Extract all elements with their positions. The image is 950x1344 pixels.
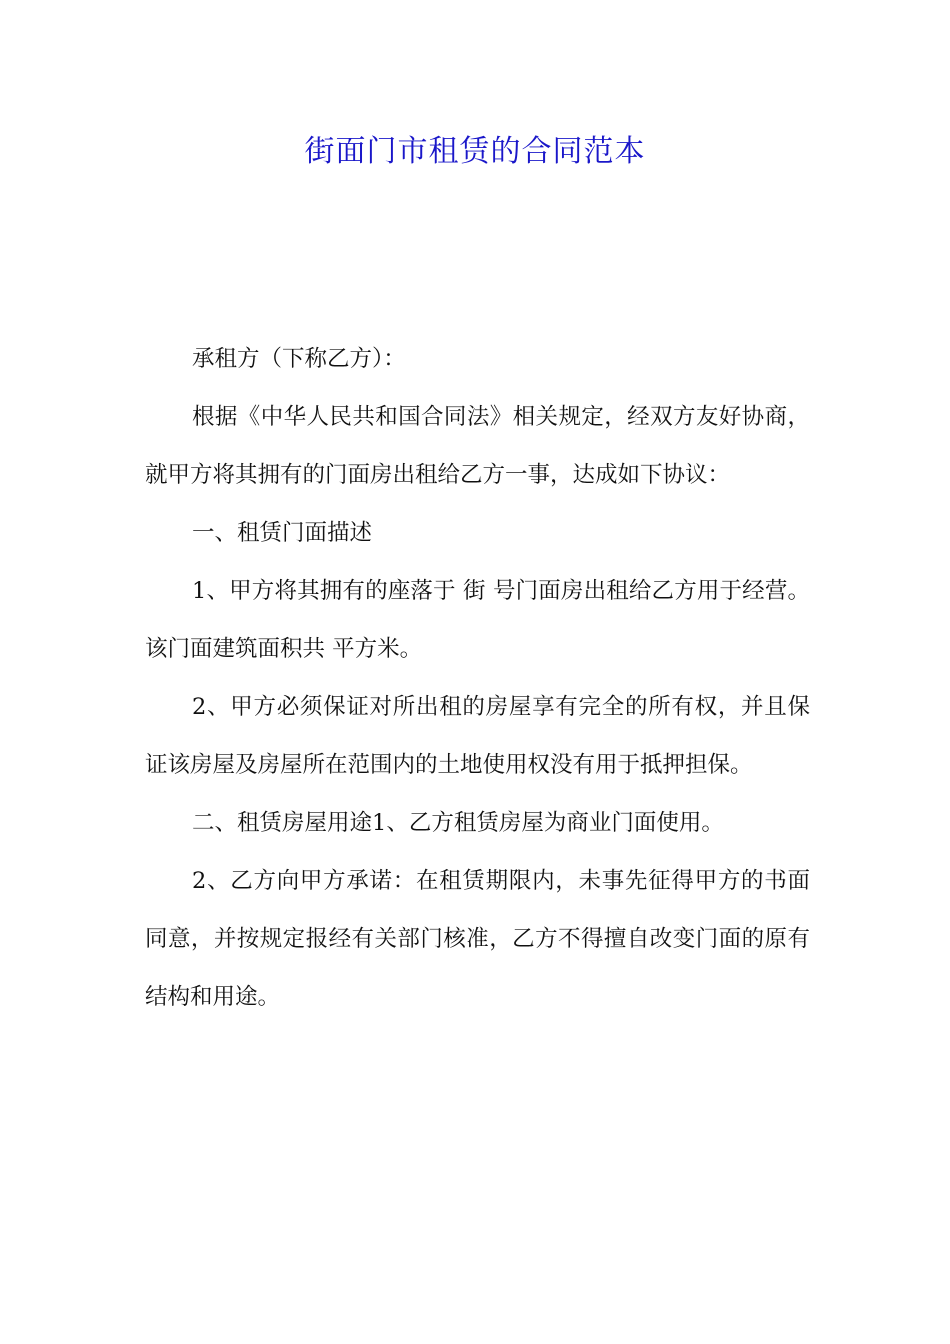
- paragraph-preamble: 根据《中华人民共和国合同法》相关规定，经双方友好协商，就甲方将其拥有的门面房出租给乙方一事，达成如下协议：: [145, 404, 810, 488]
- section-heading-2: 二、租赁房屋用途1、乙方租赁房屋为商业门面使用。: [192, 810, 724, 836]
- clause-2-2: 2、乙方向甲方承诺：在租赁期限内，未事先征得甲方的书面同意，并按规定报经有关部门核准，乙方不得擅自改变门面的原有结构和用途。: [145, 868, 810, 1010]
- clause-1-1: 1、甲方将其拥有的座落于 街 号门面房出租给乙方用于经营。该门面建筑面积共 平方米。: [145, 578, 810, 662]
- document-body: [145, 330, 810, 1026]
- clause-1-2: 2、甲方必须保证对所出租的房屋享有完全的所有权，并且保证该房屋及房屋所在范围内的土地使用权没有用于抵押担保。: [145, 694, 810, 778]
- paragraph-lessee: 承租方（下称乙方）：: [192, 346, 406, 372]
- section-heading-1: 一、租赁门面描述: [192, 520, 373, 546]
- document-title: 街面门市租赁的合同范本: [304, 134, 646, 169]
